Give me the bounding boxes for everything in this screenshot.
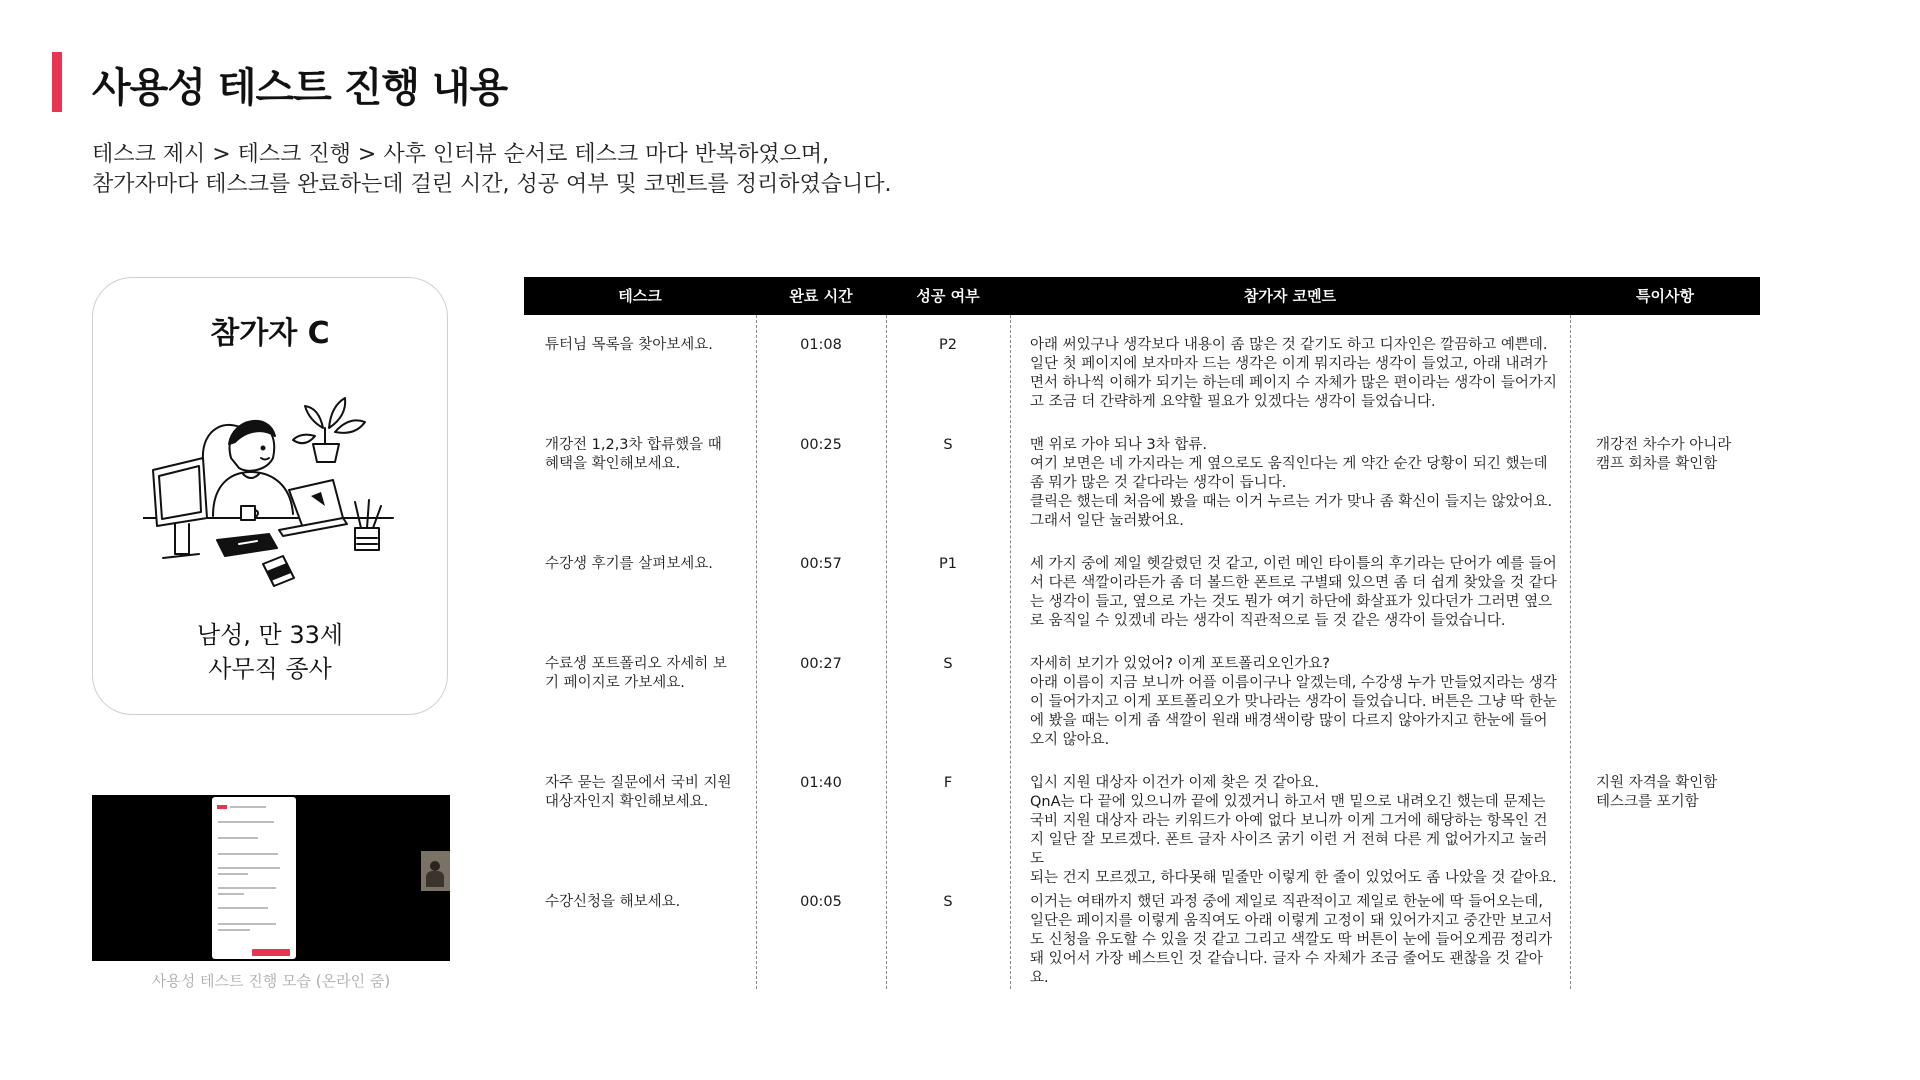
preview-line (218, 837, 258, 839)
preview-line (218, 887, 276, 889)
participant-name: 참가자 C (210, 316, 330, 351)
cell-task: 수료생 포트폴리오 자세히 보 기 페이지로 가보세요. (545, 656, 727, 691)
video-caption: 사용성 테스트 진행 모습 (온라인 줌) (151, 972, 391, 990)
preview-line (218, 923, 276, 925)
cell-comment: 이거는 여태까지 했던 과정 중에 제일로 직관적이고 제일로 한눈에 딱 들어오는데, 일단은 페이지를 이렇게 움직여도 아래 이렇게 고정이 돼 있어가지고 중간만 보고서 도 신청을 유도할 수 있을 것 같고 그리고 색깔도 딱 버튼이 눈에 들어오게끔 정리가 돼 있어서 가장 베스트인 것 같습니다. 글자 수 자체가 조금 줄어도 괜찮을 것 같아요. (1030, 894, 1553, 986)
intro-line-1: 테스크 제시 > 테스크 진행 > 사후 인터뷰 순서로 테스크 마다 반복하였으며, (92, 142, 830, 167)
cell-comment: 맨 위로 가야 되나 3차 합류. 여기 보면은 네 가지라는 게 옆으로도 움직인다는 게 약간 순간 당황이 되긴 했는데 좀 뭐가 많은 것 같다라는 생각이 듭니다. 클릭은 했는데 처음에 봤을 때는 이거 누르는 거가 맞나 좀 확신이 들지는 않았어요. 그래서 일단 눌러봤어요. (1030, 437, 1553, 529)
cell-time: 01:40 (800, 775, 842, 791)
intro-line-2: 참가자마다 테스크를 완료하는데 걸린 시간, 성공 여부 및 코멘트를 정리하였습니다. (92, 172, 892, 197)
cell-note: 개강전 차수가 아니라 캠프 회차를 확인함 (1596, 437, 1732, 472)
cell-success: P2 (939, 337, 957, 353)
column-divider (886, 315, 887, 989)
participant-card (92, 277, 448, 715)
preview-line (218, 893, 244, 895)
mobile-screen-preview (212, 797, 296, 959)
cell-success: F (943, 775, 953, 791)
intro-text (92, 140, 892, 200)
header-success: 성공 여부 (916, 287, 980, 305)
cell-comment: 자세히 보기가 있었어? 이게 포트폴리오인가요? 아래 이름이 지금 보니까 어플 이름이구나 알겠는데, 수강생 누가 만들었지라는 생각 이 들어가지고 이게 포트폴리오가 맞나라는 생각이 들었습니다. 버튼은 그냥 딱 한눈 에 봤을 때는 이게 좀 색깔이 원래 배경색이랑 많이 다르지 않아가지고 한눈에 들어 오지 않아요. (1030, 656, 1557, 748)
participant-gender-age: 남성, 만 33세 (196, 621, 344, 649)
cell-note: 지원 자격을 확인함 테스크를 포기함 (1596, 775, 1718, 810)
preview-line (218, 853, 278, 855)
participant-occupation: 사무직 종사 (208, 655, 332, 683)
participant-info (93, 618, 447, 686)
results-table (524, 277, 1760, 989)
preview-line (218, 907, 268, 909)
preview-line (230, 806, 266, 808)
preview-line (218, 867, 280, 869)
cell-success: S (943, 437, 953, 453)
column-divider (1570, 315, 1571, 989)
cell-task: 수강생 후기를 살펴보세요. (545, 556, 713, 572)
cell-comment: 세 가지 중에 제일 헷갈렸던 것 같고, 이런 메인 타이틀의 후기라는 단어가 예를 들어 서 다른 색깔이라든가 좀 더 볼드한 폰트로 구별돼 있으면 좀 더 쉽게 찾았을 것 같다 는 생각이 들고, 옆으로 가는 것도 뭔가 여기 하단에 화살표가 있다던가 그러면 옆으 로 움직일 수 있겠네 라는 생각이 직관적으로 들 것 같은 생각이 들었습니다. (1030, 556, 1557, 629)
cell-task: 튜터님 목록을 찾아보세요. (545, 337, 713, 353)
title-accent-bar (52, 52, 62, 112)
cell-time: 00:05 (800, 894, 842, 910)
header-time: 완료 시간 (789, 287, 853, 305)
preview-cta-button (252, 949, 290, 956)
zoom-session-screenshot (92, 795, 450, 961)
person-at-desk-illustration (143, 388, 399, 588)
brand-logo-mark (217, 805, 227, 809)
header-task: 테스크 (618, 287, 662, 305)
preview-line (218, 873, 248, 875)
cell-time: 00:27 (800, 656, 842, 672)
cell-success: S (943, 656, 953, 672)
cell-success: S (943, 894, 953, 910)
column-divider (756, 315, 757, 989)
preview-line (218, 821, 274, 823)
column-divider (1010, 315, 1011, 989)
participant-webcam-tile (421, 851, 450, 891)
cell-comment: 아래 써있구나 생각보다 내용이 좀 많은 것 같기도 하고 디자인은 깔끔하고 예쁜데. 일단 첫 페이지에 보자마자 드는 생각은 이게 뭐지라는 생각이 들었고, 아래 내려가 면서 하나씩 이해가 되기는 하는데 페이지 수 자체가 많은 편이라는 생각이 들어가지 고 조금 더 간략하게 요약할 필요가 있겠다는 생각이 들었습니다. (1030, 337, 1557, 410)
cell-time: 01:08 (800, 337, 842, 353)
cell-task: 개강전 1,2,3차 합류했을 때 혜택을 확인해보세요. (545, 437, 722, 472)
cell-success: P1 (939, 556, 957, 572)
header-note: 특이사항 (1636, 287, 1694, 305)
preview-line (218, 929, 250, 931)
cell-comment: 입시 지원 대상자 이건가 이제 찾은 것 같아요. QnA는 다 끝에 있으니까 끝에 있겠거니 하고서 맨 밑으로 내려오긴 했는데 문제는 국비 지원 대상자 라는 키워드가 아예 없다 보니까 이게 그거에 해당하는 항목인 건 지 일단 잘 모르겠다. 폰트 글자 사이즈 굵기 이런 거 전혀 다른 게 없어가지고 눌러도 되는 건지 모르겠고, 하다못해 밑줄만 이렇게 한 줄이 있었어도 좀 나았을 것 같아요. (1030, 775, 1557, 886)
cell-task: 수강신청을 해보세요. (545, 894, 681, 910)
header-comment: 참가자 코멘트 (1243, 287, 1337, 305)
page-title: 사용성 테스트 진행 내용 (92, 65, 508, 111)
cell-task: 자주 묻는 질문에서 국비 지원 대상자인지 확인해보세요. (545, 775, 732, 810)
cell-time: 00:57 (800, 556, 842, 572)
table-header (524, 277, 1760, 315)
cell-time: 00:25 (800, 437, 842, 453)
